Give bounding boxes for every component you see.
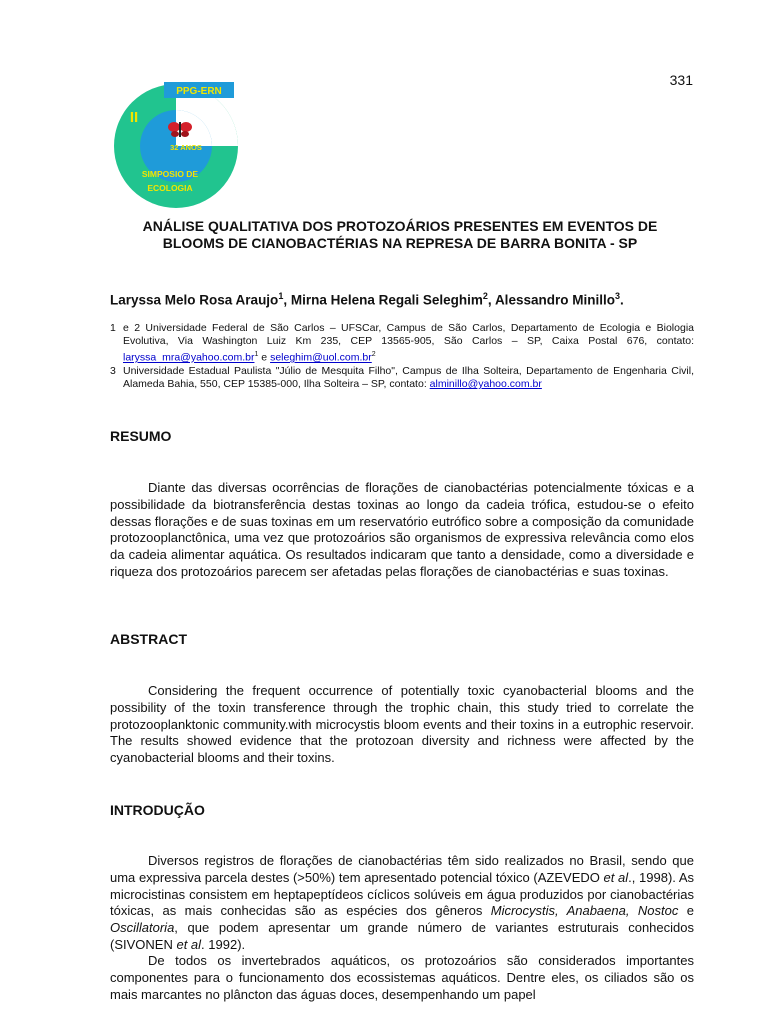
email-link[interactable]: laryssa_mra@yahoo.com.br [123,351,255,364]
logo-years-text: 32 ANOS [170,143,202,152]
affiliation-text: Universidade Estadual Paulista "Júlio de Mesquita Filho", Campus de Ilha Solteira, Departamento de Engenharia Civil, Alameda Bahia, 550, CEP 15385-000, Ilha Solteira – SP, contato: [123,365,694,391]
title-line: ANÁLISE QUALITATIVA DOS PROTOZOÁRIOS PRESENTES EM EVENTOS DE [142,218,658,234]
intro-paragraph [110,853,694,954]
author-name: Mirna Helena Regali Seleghim [290,292,483,308]
author-name: Alessandro Minillo [494,292,615,308]
affiliation-item [110,322,694,365]
author-end: . [619,292,624,308]
intro-paragraph: De todos os invertebrados aquáticos, os protozoários são considerados importantes componentes para o funcionamento dos ecossistemas aquáticos. Dentre eles, os ciliados são os mais marcantes no plâncton das águas doces, desempenhando um papel [110,953,694,1002]
affiliation-text: e 2 Universidade Federal de São Carlos – UFSCar, Campus de São Carlos, Departamento de Ecologia e Biologia Evolutiva, Via Washington Luiz Km 235, CEP 13565-905, São Carlos – SP, Caixa Postal 676, contato: [123,322,694,348]
author-affiliation-mark: 3 [614,291,620,301]
logo-event-line1: SIMPOSIO DE [141,169,199,179]
affiliation-number: 3 [110,365,116,378]
author-separator: , [283,292,291,308]
paper-title [100,218,700,252]
affiliation-mark: 1 [254,351,259,359]
resumo-paragraph: Diante das diversas ocorrências de florações de cianobactérias potencialmente tóxicas e a possibilidade da biotransferência destas toxinas ao longo da cadeia trófica, estudou-se o efeito dessas florações e de suas toxinas em um reservatório eutrófico sobre a composição da comunidade protozooplanctônica, uma vez que protozoários são organismos de expressiva relevância como elos da cadeia alimentar aquática. Os resultados indicaram que tanto a densidade, como a diversidade e riqueza dos protozoários parecem ser afetadas pelas florações de cianobactérias e suas toxinas. [110,480,694,579]
logo-edition-text: II [129,109,139,126]
intro-text: e [678,903,695,919]
abstract-paragraph: Considering the frequent occurrence of potentially toxic cyanobacterial blooms and the possibility of the toxin transference through the trophic chain, this study tried to correlate the protozooplanktonic community.with microcystis bloom events and their toxins in a eutrophic reservoir. The results showed evidence that the protozoan diversity and richness were affected by the cyanobacterial blooms and their toxins. [110,683,694,766]
author-separator: , [487,292,495,308]
section-heading-abstract: ABSTRACT [110,631,187,647]
intro-text: Diversos registros de florações de cianobactérias têm sido realizados no Brasil, sendo que uma expressiva parcela destes (>50%) tem apresentado potencial tóxico (AZEVEDO [110,853,694,885]
logo-event-line2: ECOLOGIA [147,183,193,193]
intro-italic: et al [176,936,202,952]
affiliation-item [110,365,694,391]
affiliation-number: 1 [110,322,116,334]
intro-text: ., 1998). As microcistinas consistem em heptapeptídeos cíclicos solúveis em água produzidos por cianobactérias tóxicas, as mais conhecidas são as espécies dos gêneros [110,869,695,919]
author-affiliation-mark: 1 [278,291,284,301]
affiliations [110,322,694,392]
intro-text: . 1992). [201,936,246,952]
butterfly-icon [168,122,192,137]
section-heading-introducao: INTRODUÇÃO [110,802,205,818]
email-link[interactable]: alminillo@yahoo.com.br [429,378,542,391]
author-affiliation-mark: 2 [482,291,488,301]
intro-italic: Microcystis, Anabaena, Nostoc [490,903,679,919]
page-number: 331 [669,72,693,88]
affiliation-mark: 2 [371,351,376,359]
email-link[interactable]: seleghim@uol.com.br [270,351,372,364]
affiliation-text: e [258,351,271,364]
section-heading-resumo: RESUMO [110,428,172,444]
title-line: BLOOMS DE CIANOBACTÉRIAS NA REPRESA DE BARRA BONITA - SP [162,235,638,251]
author-name: Laryssa Melo Rosa Araujo [110,292,279,308]
author-list [110,288,694,309]
intro-text: , que podem apresentar um grande número de variantes estruturais conhecidos (SIVONEN [110,920,694,952]
logo-org-text: PPG-ERN [176,86,222,97]
symposium-logo [108,80,248,210]
intro-italic: et al [603,869,629,885]
intro-italic: Oscillatoria [110,920,175,936]
